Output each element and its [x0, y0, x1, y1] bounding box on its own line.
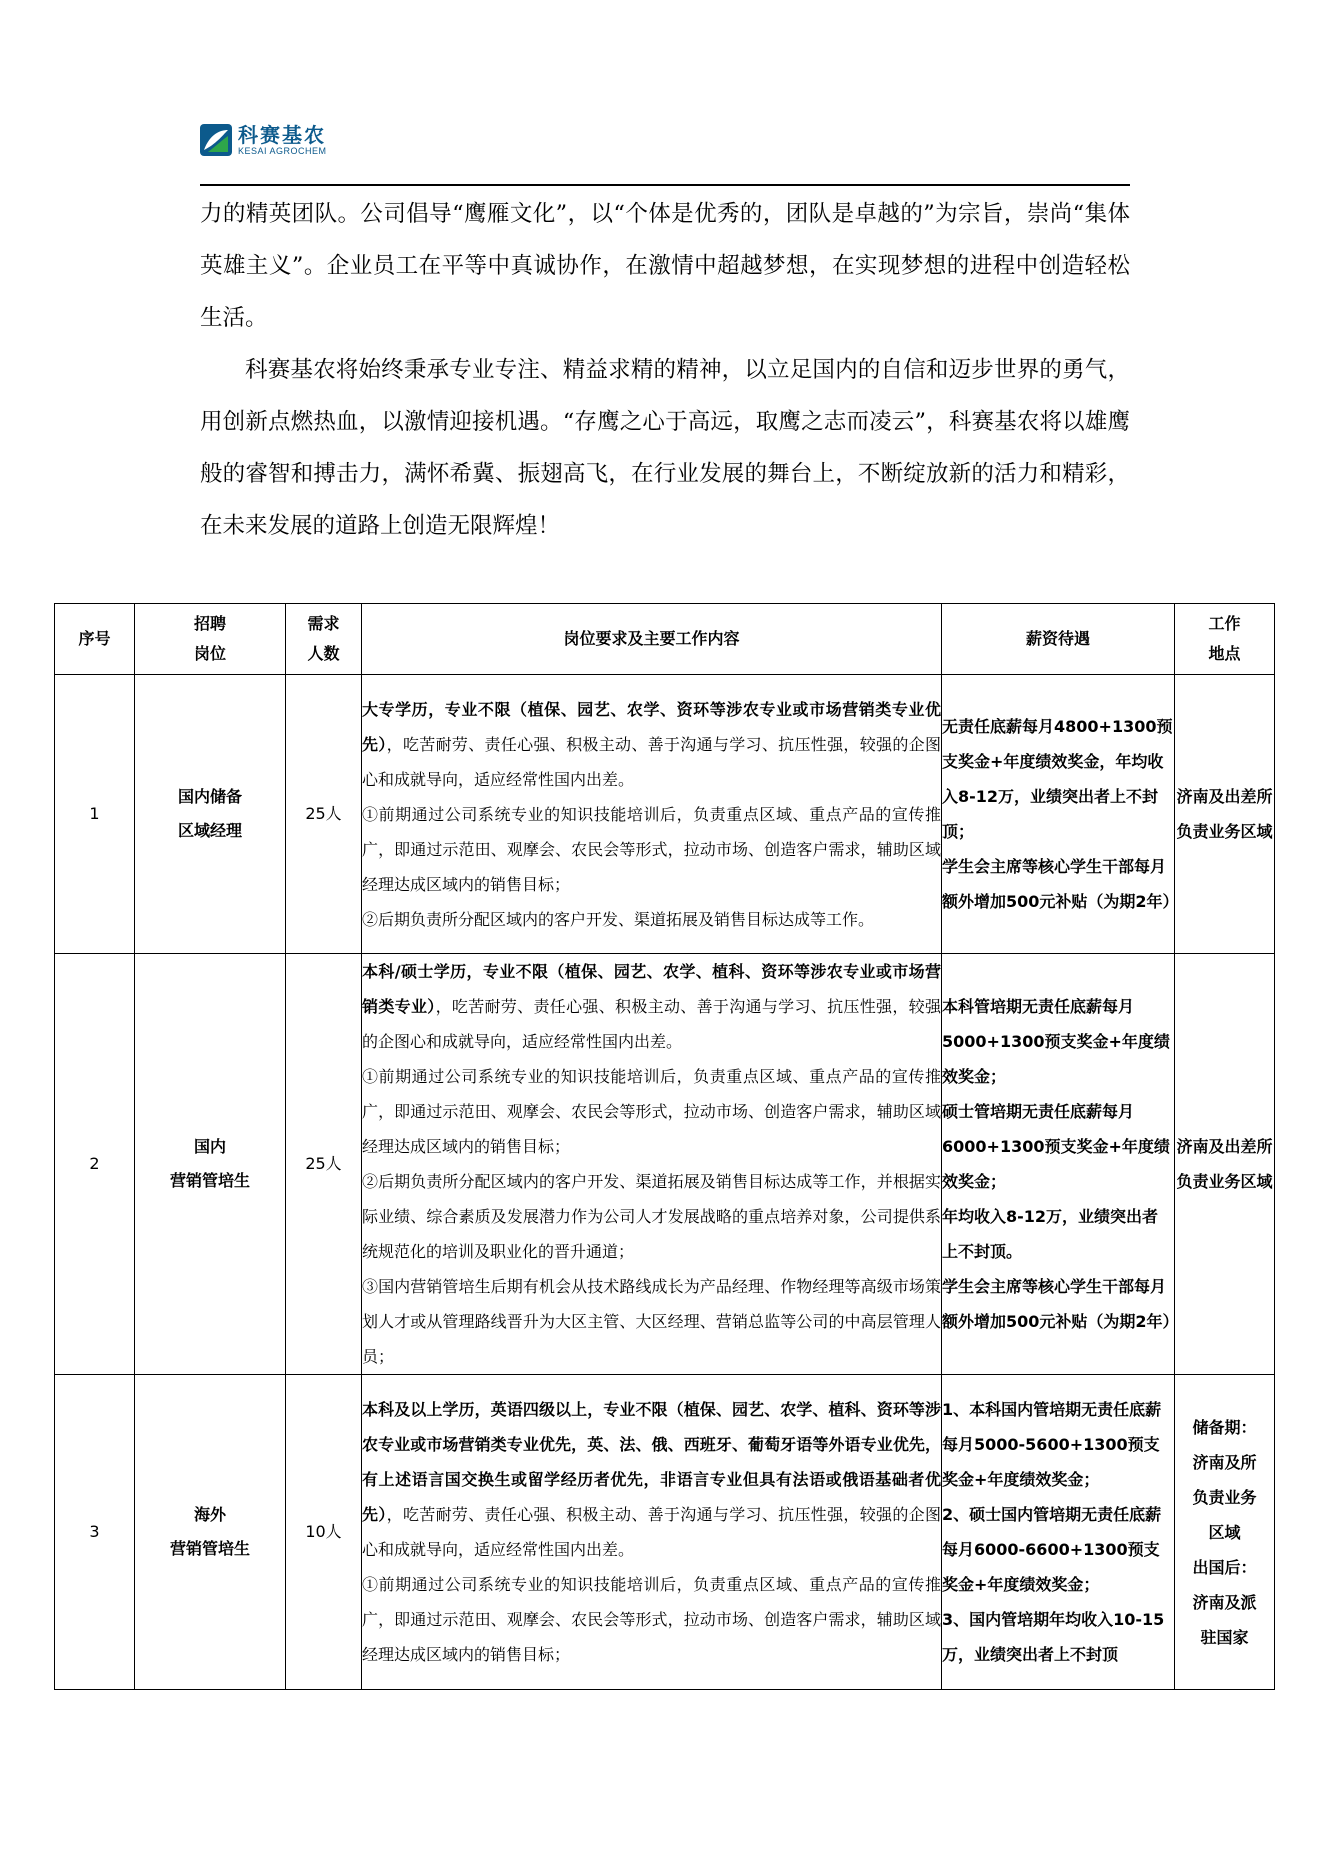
table-header-row [55, 604, 1275, 675]
row-location: 济南及出差所负责业务区域 [1175, 954, 1275, 1375]
intro-text [200, 188, 1130, 552]
row-location: 储备期： 济南及所 负责业务 区域 出国后： 济南及派 驻国家 [1175, 1375, 1275, 1690]
row-count: 25人 [286, 954, 362, 1375]
row-post: 国内 营销管培生 [135, 954, 286, 1375]
recruitment-table [54, 603, 1275, 1690]
row-post: 国内储备 区域经理 [135, 675, 286, 954]
header-requirements: 岗位要求及主要工作内容 [362, 604, 942, 675]
intro-paragraph-2: 科赛基农将始终秉承专业专注、精益求精的精神，以立足国内的自信和迈步世界的勇气，用创新点燃热血，以激情迎接机遇。“存鹰之心于高远，取鹰之志而凌云”，科赛基农将以雄鹰般的睿智和搏击力，满怀希冀、振翅高飞，在行业发展的舞台上，不断绽放新的活力和精彩，在未来发展的道路上创造无限辉煌！ [200, 357, 1130, 539]
page-header [200, 118, 1130, 186]
header-no: 序号 [55, 604, 135, 675]
row-no: 2 [55, 954, 135, 1375]
logo-mark-icon [200, 124, 232, 156]
table-row [55, 675, 1275, 954]
header-post: 招聘 岗位 [135, 604, 286, 675]
row-requirements: 本科/硕士学历，专业不限（植保、园艺、农学、植科、资环等涉农专业或市场营销类专业），吃苦耐劳、责任心强、积极主动、善于沟通与学习、抗压性强，较强的企图心和成就导向，适应经常性国内出差。 ①前期通过公司系统专业的知识技能培训后，负责重点区域、重点产品的宣传推广，即通过示范田、观摩会、农民会等形式，拉动市场、创造客户需求，辅助区域经理达成区域内的销售目标； ②后期负责所分配区域内的客户开发、渠道拓展及销售目标达成等工作，并根据实际业绩、综合素质及发展潜力作为公司人才发展战略的重点培养对象，公司提供系统规范化的培训及职业化的晋升通道； ③国内营销管培生后期有机会从技术路线成长为产品经理、作物经理等高级市场策划人才或从管理路线晋升为大区主管、大区经理、营销总监等公司的中高层管理人员； [362, 954, 942, 1375]
row-post: 海外 营销管培生 [135, 1375, 286, 1690]
row-no: 3 [55, 1375, 135, 1690]
row-salary: 本科管培期无责任底薪每月5000+1300预支奖金+年度绩效奖金； 硕士管培期无责任底薪每月6000+1300预支奖金+年度绩效奖金； 年均收入8-12万，业绩突出者上不封顶。 学生会主席等核心学生干部每月额外增加500元补贴（为期2年） [942, 954, 1175, 1375]
table-row [55, 954, 1275, 1375]
row-no: 1 [55, 675, 135, 954]
header-salary: 薪资待遇 [942, 604, 1175, 675]
row-count: 10人 [286, 1375, 362, 1690]
row-salary: 1、本科国内管培期无责任底薪每月5000-5600+1300预支奖金+年度绩效奖金； 2、硕士国内管培期无责任底薪每月6000-6600+1300预支奖金+年度绩效奖金； 3、国内管培期年均收入10-15万，业绩突出者上不封顶 [942, 1375, 1175, 1690]
row-count: 25人 [286, 675, 362, 954]
row-location: 济南及出差所负责业务区域 [1175, 675, 1275, 954]
header-count: 需求 人数 [286, 604, 362, 675]
company-logo [200, 124, 327, 156]
row-requirements: 大专学历，专业不限（植保、园艺、农学、资环等涉农专业或市场营销类专业优先），吃苦耐劳、责任心强、积极主动、善于沟通与学习、抗压性强，较强的企图心和成就导向，适应经常性国内出差。 ①前期通过公司系统专业的知识技能培训后，负责重点区域、重点产品的宣传推广，即通过示范田、观摩会、农民会等形式，拉动市场、创造客户需求，辅助区域经理达成区域内的销售目标； ②后期负责所分配区域内的客户开发、渠道拓展及销售目标达成等工作。 [362, 675, 942, 954]
intro-paragraph-1: 力的精英团队。公司倡导“鹰雁文化”，以“个体是优秀的，团队是卓越的”为宗旨，崇尚“集体英雄主义”。企业员工在平等中真诚协作，在激情中超越梦想，在实现梦想的进程中创造轻松生活。 [200, 201, 1130, 331]
row-salary: 无责任底薪每月4800+1300预支奖金+年度绩效奖金，年均收入8-12万，业绩突出者上不封顶； 学生会主席等核心学生干部每月额外增加500元补贴（为期2年） [942, 675, 1175, 954]
logo-english-name: KESAI AGROCHEM [238, 145, 327, 156]
logo-chinese-name: 科赛基农 [238, 122, 326, 147]
header-location: 工作 地点 [1175, 604, 1275, 675]
table-row [55, 1375, 1275, 1690]
row-requirements: 本科及以上学历，英语四级以上，专业不限（植保、园艺、农学、植科、资环等涉农专业或市场营销类专业优先，英、法、俄、西班牙、葡萄牙语等外语专业优先，有上述语言国交换生或留学经历者优先，非语言专业但具有法语或俄语基础者优先），吃苦耐劳、责任心强、积极主动、善于沟通与学习、抗压性强，较强的企图心和成就导向，适应经常性国内出差。 ①前期通过公司系统专业的知识技能培训后，负责重点区域、重点产品的宣传推广，即通过示范田、观摩会、农民会等形式，拉动市场、创造客户需求，辅助区域经理达成区域内的销售目标； [362, 1375, 942, 1690]
